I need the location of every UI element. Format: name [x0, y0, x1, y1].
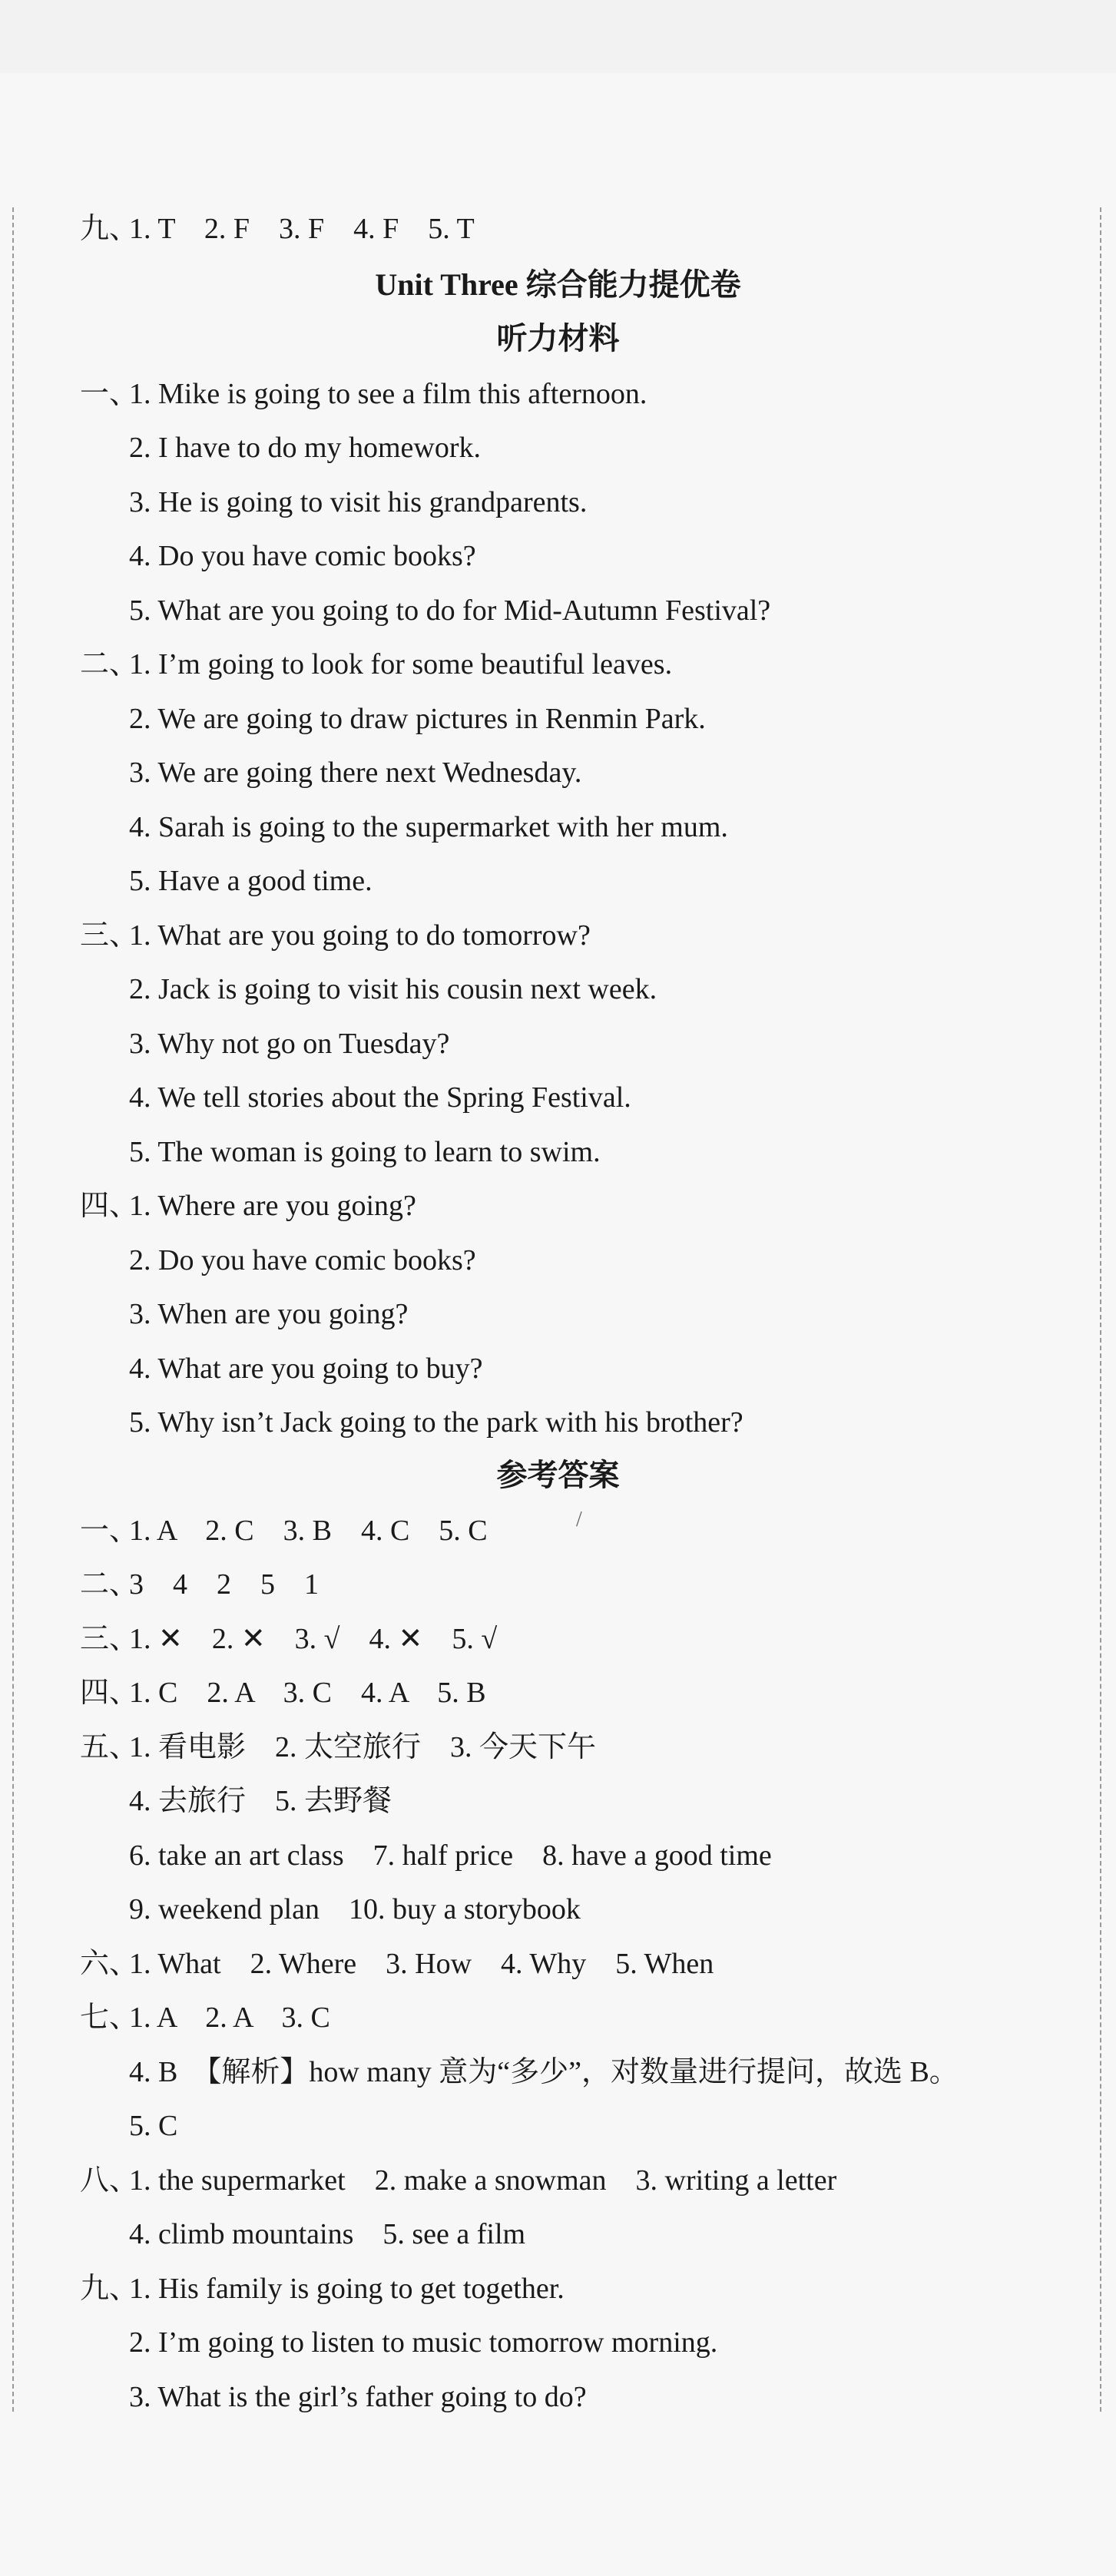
section-label: 二、 — [80, 648, 139, 680]
item-text: 3. When are you going? — [129, 1298, 409, 1330]
item-text: 1. 看电影 2. 太空旅行 3. 今天下午 — [129, 1731, 597, 1763]
unit-title: Unit Three 综合能力提优卷 — [375, 267, 741, 302]
item-text: 5. The woman is going to learn to swim. — [129, 1136, 601, 1168]
section-label: 九、 — [80, 2273, 139, 2305]
item-text: 1. What 2. Where 3. How 4. Why 5. When — [129, 1948, 714, 1980]
item-text: 1. ✕ 2. ✕ 3. √ 4. ✕ 5. √ — [129, 1623, 498, 1655]
item-text: 4. B 【解析】how many 意为“多少”，对数量进行提问，故选 B。 — [129, 2056, 959, 2088]
item-text: 4. What are you going to buy? — [129, 1353, 483, 1385]
item-text: 5. Why isn’t Jack going to the park with his brother? — [129, 1406, 743, 1439]
right-margin-line — [1100, 207, 1101, 2412]
item-text: 1. Where are you going? — [129, 1190, 416, 1222]
item-text: 4. Sarah is going to the supermarket with her mum. — [129, 811, 728, 843]
item-text: 4. We tell stories about the Spring Festival. — [129, 1081, 631, 1114]
item-text: 9. weekend plan 10. buy a storybook — [129, 1893, 581, 1925]
section-label: 五、 — [80, 1731, 139, 1763]
section-label: 二、 — [80, 1568, 139, 1601]
item-text: 3. What is the girl’s father going to do? — [129, 2381, 587, 2413]
item-text: 3. He is going to visit his grandparents. — [129, 486, 588, 518]
section-label: 一、 — [80, 1515, 139, 1547]
pen-stroke-mark: / — [576, 1508, 582, 1531]
section-label: 四、 — [80, 1677, 139, 1709]
item-text: 4. climb mountains 5. see a film — [129, 2218, 526, 2250]
item-text: 1. His family is going to get together. — [129, 2273, 565, 2305]
left-margin-line — [12, 207, 14, 2412]
item-text: 1. A 2. C 3. B 4. C 5. C — [129, 1515, 488, 1547]
item-text: 1. A 2. A 3. C — [129, 2002, 330, 2034]
item-text: 1. the supermarket 2. make a snowman 3. writing a letter — [129, 2164, 837, 2197]
item-text: 2. We are going to draw pictures in Renmin Park. — [129, 703, 706, 735]
item-text: 4. Do you have comic books? — [129, 540, 476, 572]
answers-title: 参考答案 — [496, 1458, 620, 1492]
item-text: 2. I have to do my homework. — [129, 432, 482, 464]
item-text: 1. What are you going to do tomorrow? — [129, 919, 591, 952]
item-text: 3 4 2 5 1 — [129, 1568, 320, 1601]
item-text: 4. 去旅行 5. 去野餐 — [129, 1785, 392, 1817]
item-text: 5. Have a good time. — [129, 865, 373, 897]
item-text: 1. Mike is going to see a film this afternoon. — [129, 378, 647, 410]
section-label: 九、 — [80, 213, 139, 245]
section-label: 三、 — [80, 919, 139, 952]
section-label: 三、 — [80, 1623, 139, 1655]
answer-text: 1. T 2. F 3. F 4. F 5. T — [129, 213, 475, 245]
item-text: 1. I’m going to look for some beautiful leaves. — [129, 648, 673, 680]
item-text: 2. Jack is going to visit his cousin next week. — [129, 973, 657, 1005]
item-text: 5. What are you going to do for Mid-Autumn Festival? — [129, 594, 771, 627]
item-text: 5. C — [129, 2110, 178, 2142]
item-text: 3. Why not go on Tuesday? — [129, 1028, 450, 1060]
item-text: 1. C 2. A 3. C 4. A 5. B — [129, 1677, 486, 1709]
item-text: 2. I’m going to listen to music tomorrow morning. — [129, 2326, 718, 2359]
item-text: 6. take an art class 7. half price 8. have a good time — [129, 1839, 772, 1872]
item-text: 3. We are going there next Wednesday. — [129, 757, 582, 789]
section-label: 四、 — [80, 1190, 139, 1222]
listening-title: 听力材料 — [496, 321, 620, 356]
section-label: 六、 — [80, 1948, 139, 1980]
page-top-band — [0, 0, 1116, 73]
section-label: 一、 — [80, 378, 139, 410]
item-text: 2. Do you have comic books? — [129, 1244, 476, 1276]
section-label: 八、 — [80, 2164, 139, 2197]
section-label: 七、 — [80, 2002, 139, 2034]
